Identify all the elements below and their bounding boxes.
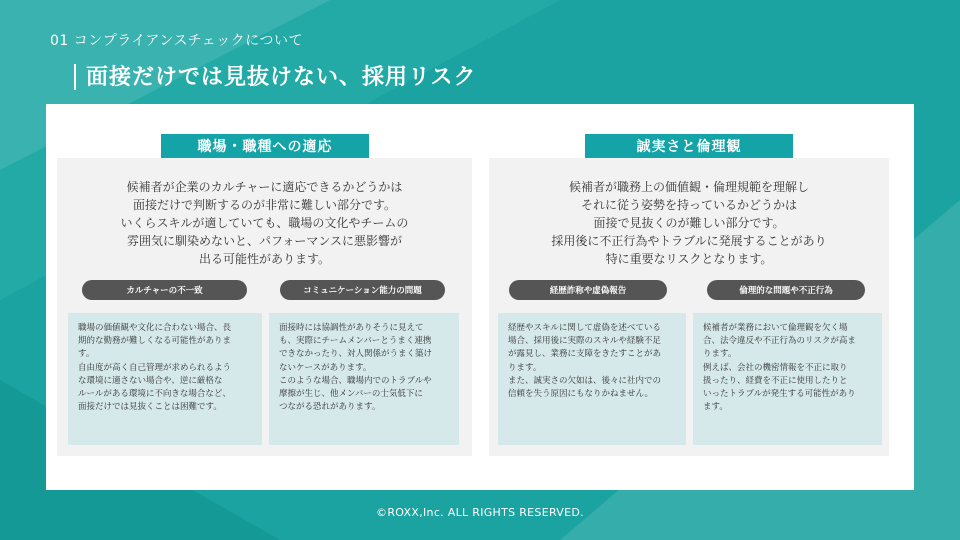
page-title: 面接だけでは見抜けない、採用リスク [86,65,477,90]
pill-ethics-misconduct: 倫理的な問題や不正行為 [707,280,865,300]
detail-culture-mismatch: 職場の価値観や文化に合わない場合、長 期的な勤務が難しくなる可能性がありま す。 自由度が高く自己管理が求められるよう な環境に適さない場合や、逆に厳格な ルールがある環境に不向きな場合など、 面接だけでは見抜くことは困難です。 [68,313,262,445]
left-panel [57,158,472,456]
left-lead-text: 候補者が企業のカルチャーに適応できるかどうかは 面接だけで判断するのが非常に難しい部分です。 いくらスキルが適していても、職場の文化やチームの 雰囲気に馴染めないと、パフォーマンスに悪影響が 出る可能性があります。 [120,180,409,266]
section-subtitle: 01 コンプライアンスチェックについて [50,33,303,49]
title-accent-bar [74,64,76,90]
pill-culture-mismatch: カルチャーの不一致 [82,280,247,300]
left-section-label: 職場・職種への適応 [161,134,369,158]
detail-false-credentials: 経歴やスキルに関して虚偽を述べている 場合、採用後に実際のスキルや経験不足 が露見し、業務に支障をきたすことがあ ります。 また、誠実さの欠如は、後々に社内での 信頼を失う原因にもなりかねません。 [498,313,686,445]
right-section-label: 誠実さと倫理観 [585,134,793,158]
right-lead-text: 候補者が職務上の価値観・倫理規範を理解し それに従う姿勢を持っているかどうかは 面接で見抜くのが難しい部分です。 採用後に不正行為やトラブルに発展することがあり 特に重要なリスクとなります。 [551,180,827,266]
copyright-footer: ©ROXX,Inc. ALL RIGHTS RESERVED. [376,506,584,519]
pill-false-credentials: 経歴詐称や虚偽報告 [509,280,667,300]
pill-communication-issue: コミュニケーション能力の問題 [280,280,445,300]
content-card [46,104,914,490]
detail-communication-issue: 面接時には協調性がありそうに見えて も、実際にチームメンバーとうまく連携 できなかったり、対人関係がうまく築け ないケースがあります。 このような場合、職場内でのトラブルや 摩擦が生じ、他メンバーの士気低下に つながる恐れがあります。 [269,313,459,445]
right-panel [489,158,889,456]
detail-ethics-misconduct: 候補者が業務において倫理観を欠く場 合、法令違反や不正行為のリスクが高ま ります。 例えば、会社の機密情報を不正に取り 扱ったり、経費を不正に使用したりと いったトラブルが発生する可能性があり ます。 [693,313,882,445]
